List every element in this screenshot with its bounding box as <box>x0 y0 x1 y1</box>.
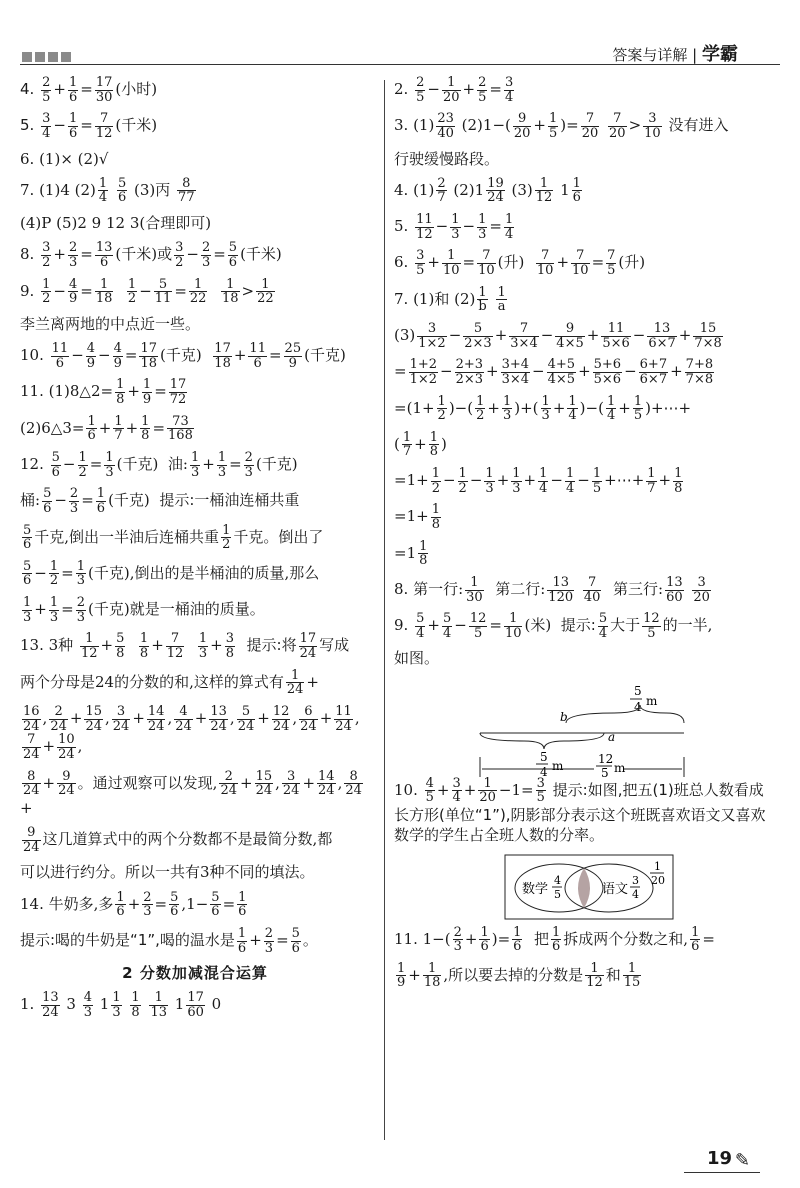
answer-r5: 5. $\frac{11}{12}$ − $\frac{1}{3}$ − $\frac{1}{3}$ = $\frac{1}{4}$ <box>394 212 514 242</box>
answer-4: 4. $\frac{2}{5}$ + $\frac{1}{6}$ = $\frac{17}{30}$ (小时) <box>20 75 158 105</box>
header-square-icon <box>61 52 71 62</box>
answer-12-hint2: $\frac{5}{6}$ − $\frac{1}{2}$ = $\frac{1}{3}$ (千克),倒出的是半桶油的质量,那么 <box>23 558 320 589</box>
answer-13-e: $\frac{9}{24}$ 这几道算式中的两个分数都不是最简分数,都 <box>23 825 333 855</box>
svg-text:12: 12 <box>598 751 614 766</box>
segment-diagram <box>474 677 774 777</box>
answer-r11: 11. 1−( $\frac{2}{3}$ + $\frac{1}{6}$ )= $\frac{1}{6}$ 把 $\frac{1}{6}$ 拆成两个分数之和, $\frac{1}{6}$ = <box>394 924 715 955</box>
page-number: 19 <box>706 1148 732 1169</box>
answer-7-cont: (4)P (5)2 9 12 3(合理即可) <box>20 214 212 233</box>
brand-logo: 学霸 <box>702 44 738 65</box>
header-square-icon <box>48 52 58 62</box>
header-title: 答案与详解 | 学霸 <box>612 44 738 65</box>
answer-14-hint: 提示:喝的牛奶是“1”,喝的温水是 $\frac{1}{6}$ + $\frac{2}{3}$ = $\frac{5}{6}$ 。 <box>20 925 318 956</box>
answer-r2: 2. $\frac{2}{5}$ − $\frac{1}{20}$ + $\frac{2}{5}$ = $\frac{3}{4}$ <box>394 75 514 105</box>
answer-r3-cont: 行驶缓慢路段。 <box>394 149 500 168</box>
answer-5: 5. $\frac{3}{4}$ − $\frac{1}{6}$ = $\frac{7}{12}$ (千米) <box>20 111 158 141</box>
svg-text:4: 4 <box>554 873 561 887</box>
pencil-icon: ✎ <box>734 1150 750 1171</box>
svg-text:5: 5 <box>554 887 561 901</box>
header-rule <box>20 64 780 65</box>
answer-13-f: 可以进行约分。所以一共有3种不同的填法。 <box>20 863 315 882</box>
answer-r9-note: 如图。 <box>394 649 440 668</box>
header-square-icon <box>35 52 45 62</box>
answer-8: 8. $\frac{3}{2}$ + $\frac{2}{3}$ = $\frac{13}{6}$ (千米)或 $\frac{3}{2}$ − $\frac{2}{3}$ = $\frac{5}{6}$ (千米) <box>20 240 282 270</box>
svg-text:20: 20 <box>651 873 665 887</box>
answer-r11-cont: $\frac{1}{9}$ + $\frac{1}{18}$ ,所以要去掉的分数是 $\frac{1}{12}$ 和 $\frac{1}{15}$ <box>397 960 641 991</box>
left-column <box>20 76 370 1028</box>
svg-text:5: 5 <box>634 683 642 698</box>
svg-text:5: 5 <box>540 749 548 764</box>
answer-11b: (2)6△3= $\frac{1}{6}$ + $\frac{1}{7}$ + $\frac{1}{8}$ = $\frac{73}{168}$ <box>20 413 193 444</box>
answer-6: 6. (1)× (2)√ <box>20 149 109 168</box>
svg-text:3: 3 <box>632 873 639 887</box>
answer-13-c: $\frac{16}{24}$ , $\frac{2}{24}$ + $\frac{15}{24}$ , $\frac{3}{24}$ + $\frac{14}{24}$ , $\frac{4}{24}$ + $\frac{13}{24}$ , $\frac{5}{24}$ + $\frac{12}{24}$ , $\frac{6}{24}$ + $\frac{11}{24}$ , $\frac{7}{24}$ + $\frac{10}{24}$ , <box>23 703 360 762</box>
column-divider <box>384 80 385 1140</box>
answer-12: 12. $\frac{5}{6}$ − $\frac{1}{2}$ = $\frac{1}{3}$ (千克) 油: $\frac{1}{3}$ + $\frac{1}{3}$ = $\frac{2}{3}$ (千克) <box>20 450 298 480</box>
answer-r8: 8. 第一行: $\frac{1}{30}$ 第二行: $\frac{13}{120}$ $\frac{7}{40}$ 第三行: $\frac{13}{60}$ $\frac{3}{20}$ <box>394 574 710 605</box>
answer-r7-step6: =1 $\frac{1}{8}$ <box>394 538 428 569</box>
answer-12-bucket: 桶: $\frac{5}{6}$ − $\frac{2}{3}$ = $\frac{1}{6}$ (千克) 提示:一桶油连桶共重 <box>20 486 300 516</box>
answer-9-note: 李兰离两地的中点近一些。 <box>20 314 201 333</box>
svg-text:a: a <box>608 729 616 744</box>
answer-r3: 3. (1) $\frac{23}{40}$ (2)1−( $\frac{9}{20}$ + $\frac{1}{5}$ )= $\frac{7}{20}$ $\frac{7}{20}$ > $\frac{3}{10}$ 没有进入 <box>394 111 729 141</box>
section2-answer-1: 1. $\frac{13}{24}$ 3 $\frac{4}{3}$ 1 $\frac{1}{3}$ $\frac{1}{8}$ $\frac{1}{13}$ 1 $\frac{17}{60}$ 0 <box>20 990 222 1021</box>
answer-13: 13. 3种 $\frac{1}{12}$ + $\frac{5}{8}$ $\frac{1}{8}$ + $\frac{7}{12}$ $\frac{1}{3}$ + $\frac{3}{8}$ 提示:将 $\frac{17}{24}$ 写成 <box>20 631 350 662</box>
svg-text:4: 4 <box>632 887 639 901</box>
answer-r7-step3: =(1+ $\frac{1}{2}$ )−( $\frac{1}{2}$ + $\frac{1}{3}$ )+( $\frac{1}{3}$ + $\frac{1}{4}$ )−( $\frac{1}{4}$ + $\frac{1}{5}$ )+⋯+ <box>394 393 692 424</box>
answer-13-d: $\frac{8}{24}$ + $\frac{9}{24}$ 。通过观察可以发现, $\frac{2}{24}$ + $\frac{15}{24}$ , $\frac{3}{24}$ + $\frac{14}{24}$ , $\frac{8}{24}$ + <box>20 768 362 817</box>
answer-9: 9. $\frac{1}{2}$ − $\frac{4}{9}$ = $\frac{1}{18}$ $\frac{1}{2}$ − $\frac{5}{11}$ = $\frac{1}{22}$ $\frac{1}{18}$ > $\frac{1}{22}$ <box>20 276 274 307</box>
answer-r6: 6. $\frac{3}{5}$ + $\frac{1}{10}$ = $\frac{7}{10}$ (升) $\frac{7}{10}$ + $\frac{7}{10}$ = $\frac{7}{5}$ (升) <box>394 248 646 279</box>
svg-text:5: 5 <box>601 765 609 777</box>
header-square-icon <box>22 52 32 62</box>
right-column <box>394 76 774 998</box>
svg-text:b: b <box>560 709 568 724</box>
answer-r10: 10. $\frac{4}{5}$ + $\frac{3}{4}$ + $\frac{1}{20}$ −1= $\frac{3}{5}$ 提示:如图,把五(1)班总人数看成长方形(单位“1”),阴影部分表示这个班既喜欢语文又喜欢数学的学生占全班人数的分率。 <box>394 775 766 845</box>
answer-11a: 11. (1)8△2= $\frac{1}{8}$ + $\frac{1}{9}$ = $\frac{17}{72}$ <box>20 377 187 408</box>
answer-r7-step2: = $\frac{1+2}{1\times 2}$ − $\frac{2+3}{2\times 3}$ + $\frac{3+4}{3\times 4}$ − $\frac{4+5}{4\times 5}$ + $\frac{5+6}{5\times 6}$ − $\frac{6+7}{6\times 7}$ + $\frac{7+8}{7\times 8}$ <box>394 357 714 387</box>
answer-12-hint: $\frac{5}{6}$ 千克,倒出一半油后连桶共重 $\frac{1}{2}$ 千克。倒出了 <box>23 522 324 553</box>
answer-r9: 9. $\frac{5}{4}$ + $\frac{5}{4}$ − $\frac{12}{5}$ = $\frac{1}{10}$ (米) 提示: $\frac{5}{4}$ 大于 $\frac{12}{5}$ 的一半, <box>394 611 713 641</box>
svg-text:4: 4 <box>634 699 642 714</box>
answer-r7: 7. (1)和 (2) $\frac{1}{b}$ $\frac{1}{a}$ <box>394 284 506 315</box>
footer-rule <box>684 1172 760 1173</box>
answer-r7-step4: =1+ $\frac{1}{2}$ − $\frac{1}{2}$ − $\frac{1}{3}$ + $\frac{1}{3}$ + $\frac{1}{4}$ − $\frac{1}{4}$ − $\frac{1}{5}$ +⋯+ $\frac{1}{7}$ + $\frac{1}{8}$ <box>394 466 683 496</box>
answer-r4: 4. (1) $\frac{2}{7}$ (2)1 $\frac{19}{24}$ (3) $\frac{1}{12}$ 1 $\frac{1}{6}$ <box>394 175 581 206</box>
svg-text:语文: 语文 <box>602 881 629 897</box>
svg-text:m: m <box>646 693 658 708</box>
answer-r7-step5: =1+ $\frac{1}{8}$ <box>394 502 440 532</box>
svg-text:m: m <box>614 760 626 775</box>
answer-r7-step3b: ( $\frac{1}{7}$ + $\frac{1}{8}$ ) <box>394 429 447 460</box>
svg-text:4: 4 <box>540 764 548 777</box>
svg-text:数学: 数学 <box>522 881 549 897</box>
answer-14: 14. 牛奶多,多 $\frac{1}{6}$ + $\frac{2}{3}$ = $\frac{5}{6}$ ,1− $\frac{5}{6}$ = $\frac{1}{6}$ <box>20 889 247 920</box>
svg-text:1: 1 <box>654 859 661 873</box>
answer-7: 7. (1)4 (2) $\frac{1}{4}$ $\frac{5}{6}$ (3)丙 $\frac{8}{77}$ <box>20 175 195 206</box>
answer-r7-3: (3) $\frac{3}{1\times 2}$ − $\frac{5}{2\times 3}$ + $\frac{7}{3\times 4}$ − $\frac{9}{4\times 5}$ + $\frac{11}{5\times 6}$ − $\frac{13}{6\times 7}$ + $\frac{15}{7\times 8}$ <box>394 320 722 351</box>
section-title: 2 分数加减混合运算 <box>122 964 268 983</box>
answer-13-b: 两个分母是24的分数的和,这样的算式有 $\frac{1}{24}$ + <box>20 667 319 698</box>
answer-10: 10. $\frac{11}{6}$ − $\frac{4}{9}$ − $\frac{4}{9}$ = $\frac{17}{18}$ (千克) $\frac{17}{18}$ + $\frac{11}{6}$ = $\frac{25}{9}$ (千克) <box>20 341 346 371</box>
answer-12-hint3: $\frac{1}{3}$ + $\frac{1}{3}$ = $\frac{2}{3}$ (千克)就是一桶油的质量。 <box>23 595 265 625</box>
svg-text:m: m <box>552 758 564 773</box>
venn-diagram <box>504 854 674 920</box>
